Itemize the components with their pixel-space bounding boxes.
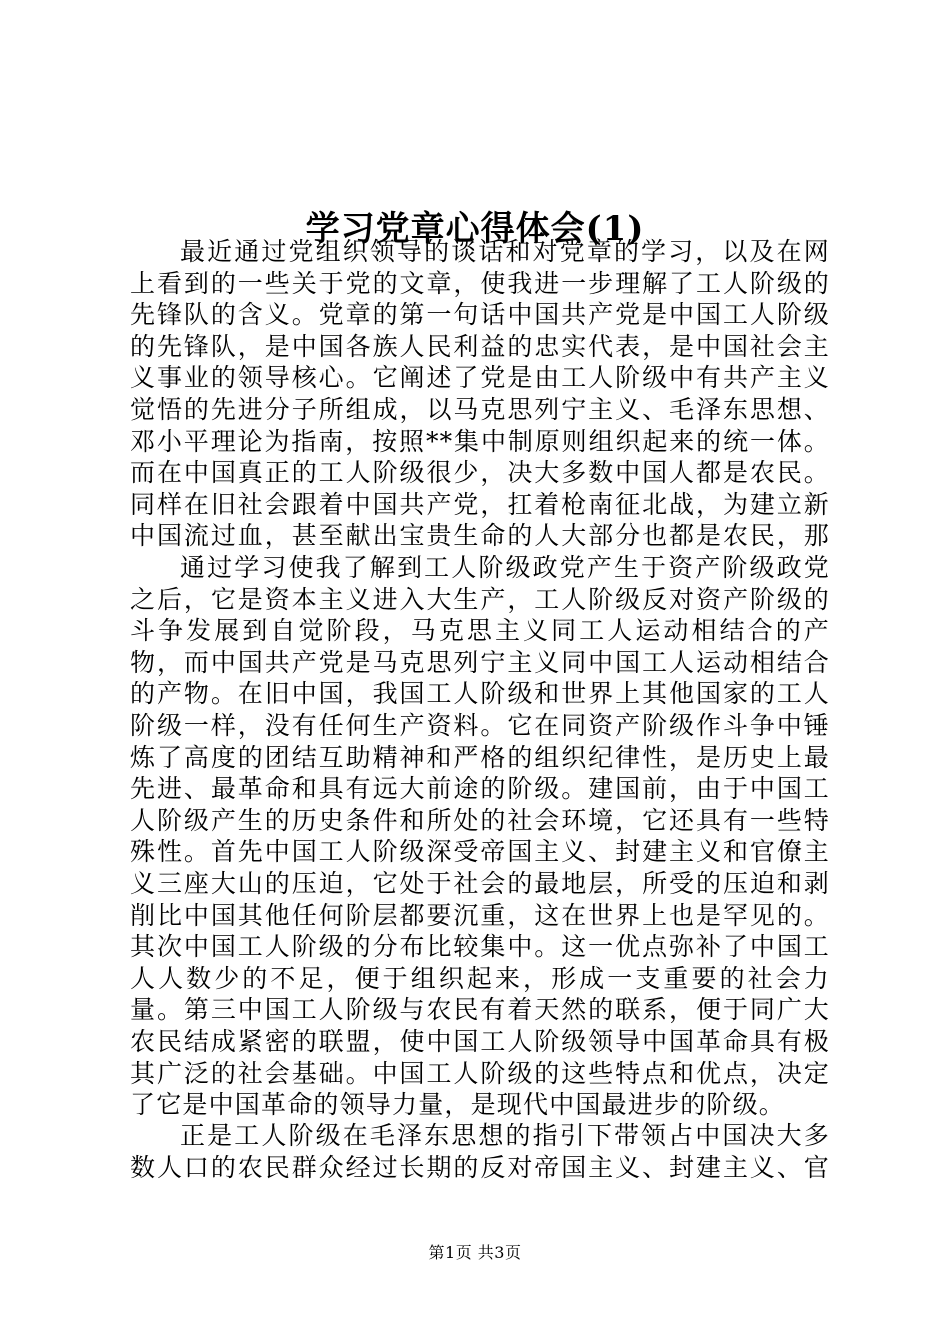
paragraph-1: 最近通过党组织领导的谈话和对党章的学习，以及在网上看到的一些关于党的文章，使我进一步理解了工人阶级的先锋队的含义。党章的第一句话中国共产党是中国工人阶级的先锋队，是中国各族人民利益的忠实代表，是中国社会主义事业的领导核心。它阐述了党是由工人阶级中有共产主义觉悟的先进分子所组成，以马克思列宁主义、毛泽东思想、邓小平理论为指南，按照**集中制原则组织起来的统一体。而在中国真正的工人阶级很少，决大多数中国人都是农民。同样在旧社会跟着中国共产党，扛着枪南征北战，为建立新中国流过血，甚至献出宝贵生命的人大部分也都是农民，那 — [130, 237, 830, 551]
paragraph-3: 正是工人阶级在毛泽东思想的指引下带领占中国决大多数人口的农民群众经过长期的反对帝国主义、封建主义、官 — [130, 1121, 830, 1182]
document-title: 学习党章心得体会(1) — [305, 208, 645, 249]
paragraph-2: 通过学习使我了解到工人阶级政党产生于资产阶级政党之后，它是资本主义进入大生产，工人阶级反对资产阶级的斗争发展到自觉阶段，马克思主义同工人运动相结合的产物，而中国共产党是马克思列宁主义同中国工人运动相结合的产物。在旧中国，我国工人阶级和世界上其他国家的工人阶级一样，没有任何生产资料。它在同资产阶级作斗争中锤炼了高度的团结互助精神和严格的组织纪律性，是历史上最先进、最革命和具有远大前途的阶级。建国前，由于中国工人阶级产生的历史条件和所处的社会环境，它还具有一些特殊性。首先中国工人阶级深受帝国主义、封建主义和官僚主义三座大山的压迫，它处于社会的最地层，所受的压迫和剥削比中国其他任何阶层都要沉重，这在世界上也是罕见的。其次中国工人阶级的分布比较集中。这一优点弥补了中国工人人数少的不足，便于组织起来，形成一支重要的社会力量。第三中国工人阶级与农民有着天然的联系，便于同广大农民结成紧密的联盟，使中国工人阶级领导中国革命具有极其广泛的社会基础。中国工人阶级的这些特点和优点，决定了它是中国革命的领导力量，是现代中国最进步的阶级。 — [130, 553, 830, 1120]
page-footer: 第1页 共3页 — [428, 1243, 522, 1262]
document-body — [130, 236, 830, 1184]
